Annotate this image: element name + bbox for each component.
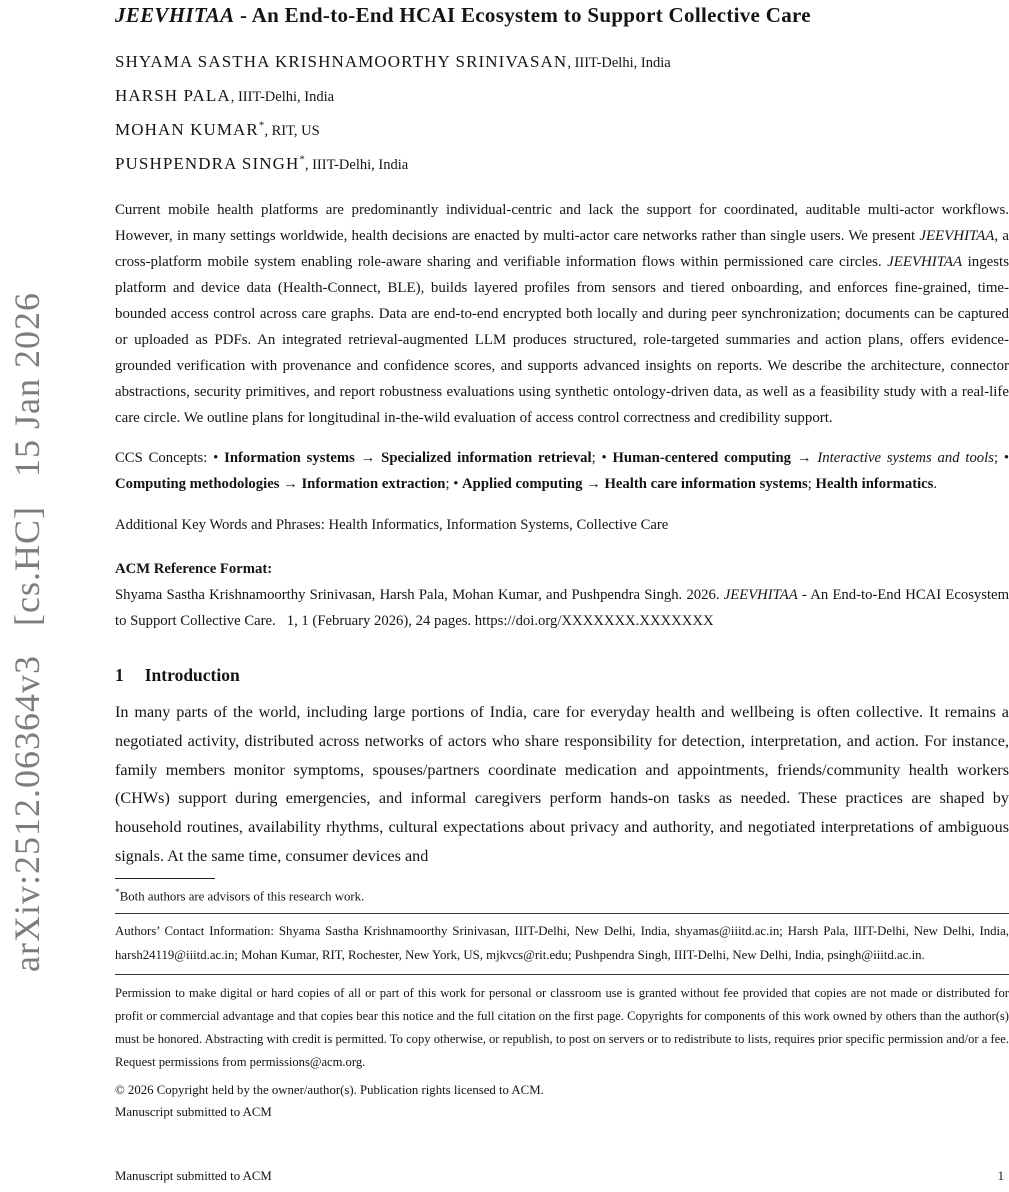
author-name: SHYAMA SASTHA KRISHNAMOORTHY SRINIVASAN bbox=[115, 52, 568, 71]
footer-manuscript-note: Manuscript submitted to ACM bbox=[115, 1169, 272, 1183]
page-footer bbox=[115, 1169, 1004, 1184]
keywords-line: Additional Key Words and Phrases: Health Informatics, Information Systems, Collective Care bbox=[115, 517, 669, 533]
author-block bbox=[115, 51, 1009, 176]
author-line bbox=[115, 85, 1009, 108]
section-number: 1 bbox=[115, 665, 124, 685]
advisor-footnote bbox=[115, 883, 1009, 906]
paper-page bbox=[115, 0, 1009, 1122]
contact-information: Authors’ Contact Information: Shyama Sastha Krishnamoorthy Srinivasan, IIIT-Delhi, New Delhi, India, shyamas@iiitd.ac.in; Harsh Pala, IIIT-Delhi, New Delhi, India, harsh24119@iiitd.ac.in; Mohan Kumar, RIT, Rochester, New York, US, mjkvcs@rit.edu; Pushpendra Singh, IIIT-Delhi, New Delhi, India, psingh@iiitd.ac.in. bbox=[115, 924, 1009, 962]
abstract-paragraph: Current mobile health platforms are predominantly individual-centric and lack the support for coordinated, auditable multi-actor workflows. However, in many settings worldwide, health decisions are enacted by multi-actor care networks rather than single users. We present JEEVHITAA, a cross-platform mobile system enabling role-aware sharing and verifiable information flows within permissioned care circles. JEEVHITAA ingests platform and device data (Health-Connect, BLE), builds layered profiles from sensors and tiered onboarding, and enforces fine-grained, time-bounded access control across care graphs. Data are end-to-end encrypted both locally and during peer synchronization; documents can be captured or uploaded as PDFs. An integrated retrieval-augmented LLM produces structured, role-targeted summaries and action plans, offers evidence-grounded verification with provenance and confidence scores, and supports advanced insights on reports. We describe the architecture, connector abstractions, security primitives, and report robustness evaluations using synthetic ontology-driven data, as well as a feasibility study with a real-life care circle. We outline plans for longitudinal in-the-wild evaluation of access control correctness and credibility support. bbox=[115, 202, 1009, 426]
footnote-rule bbox=[115, 878, 215, 879]
section-title: Introduction bbox=[144, 665, 240, 685]
page-number: 1 bbox=[997, 1169, 1004, 1183]
author-footnote-marker: * bbox=[258, 119, 265, 132]
acm-reference-body: Shyama Sastha Krishnamoorthy Srinivasan, Harsh Pala, Mohan Kumar, and Pushpendra Singh. 2026. JEEVHITAA - An End-to-End HCAI Ecosystem to Support Collective Care. 1, 1 (February 2026), 24 pages. https://doi.org/XXXXXXX.XXXXXXX bbox=[115, 587, 1009, 629]
acm-reference-block bbox=[115, 556, 1009, 634]
author-footnote-marker: * bbox=[299, 153, 305, 166]
copyright-line: © 2026 Copyright held by the owner/author(s). Publication rights licensed to ACM. bbox=[115, 1083, 544, 1098]
divider-rule bbox=[115, 913, 1009, 914]
author-name: HARSH PALA bbox=[115, 86, 231, 105]
author-affiliation: , RIT, US bbox=[264, 123, 320, 139]
footnote-text: Both authors are advisors of this research work. bbox=[119, 889, 365, 904]
acm-reference-header: ACM Reference Format: bbox=[115, 561, 273, 577]
section-heading-introduction bbox=[115, 665, 1009, 686]
paper-title: JEEVHITAA - An End-to-End HCAI Ecosystem to Support Collective Care bbox=[115, 3, 811, 27]
permission-notice: Permission to make digital or hard copies of all or part of this work for personal or classroom use is granted without fee provided that copies are not made or distributed for profit or commercial advantage and that copies bear this notice and the full citation on the first page. Copyrights for components of this work owned by others than the author(s) must be honored. Abstracting with credit is permitted. To copy otherwise, or republish, to post on servers or to redistribute to lists, requires prior specific permission and/or a fee. Request permissions from permissions@acm.org. bbox=[115, 986, 1009, 1070]
introduction-paragraph: In many parts of the world, including large portions of India, care for everyday health and wellbeing is often collective. It remains a negotiated activity, distributed across networks of actors who share responsibility for detection, interpretation, and action. For instance, family members monitor symptoms, spouses/partners coordinate medication and appointments, friends/community health workers (CHWs) support during emergencies, and informal caregivers perform hands-on tasks as needed. These practices are shaped by household routines, availability rhythms, cultural expectations about privacy and authority, and negotiated interpretations of ambiguous signals. At the same time, consumer devices and bbox=[115, 703, 1009, 865]
author-affiliation: , IIIT-Delhi, India bbox=[304, 157, 409, 173]
author-affiliation: , IIIT-Delhi, India bbox=[230, 89, 335, 105]
author-affiliation: , IIIT-Delhi, India bbox=[567, 55, 671, 71]
ccs-concepts: CCS Concepts: • Information systems → Specialized information retrieval; • Human-centered computing → Interactive systems and tools; • Computing methodologies → Information extraction; • Applied computing → Health care information systems; Health informatics. bbox=[115, 450, 1009, 492]
author-name: PUSHPENDRA SINGH bbox=[115, 154, 300, 173]
author-line bbox=[115, 51, 1009, 74]
divider-rule bbox=[115, 974, 1009, 975]
author-line bbox=[115, 119, 1009, 142]
author-line bbox=[115, 153, 1009, 176]
footnote-marker: * bbox=[115, 887, 120, 898]
author-name: MOHAN KUMAR bbox=[115, 120, 259, 139]
arxiv-watermark: arXiv:2512.06364v3 [cs.HC] 15 Jan 2026 bbox=[7, 292, 47, 972]
manuscript-note: Manuscript submitted to ACM bbox=[115, 1105, 272, 1120]
